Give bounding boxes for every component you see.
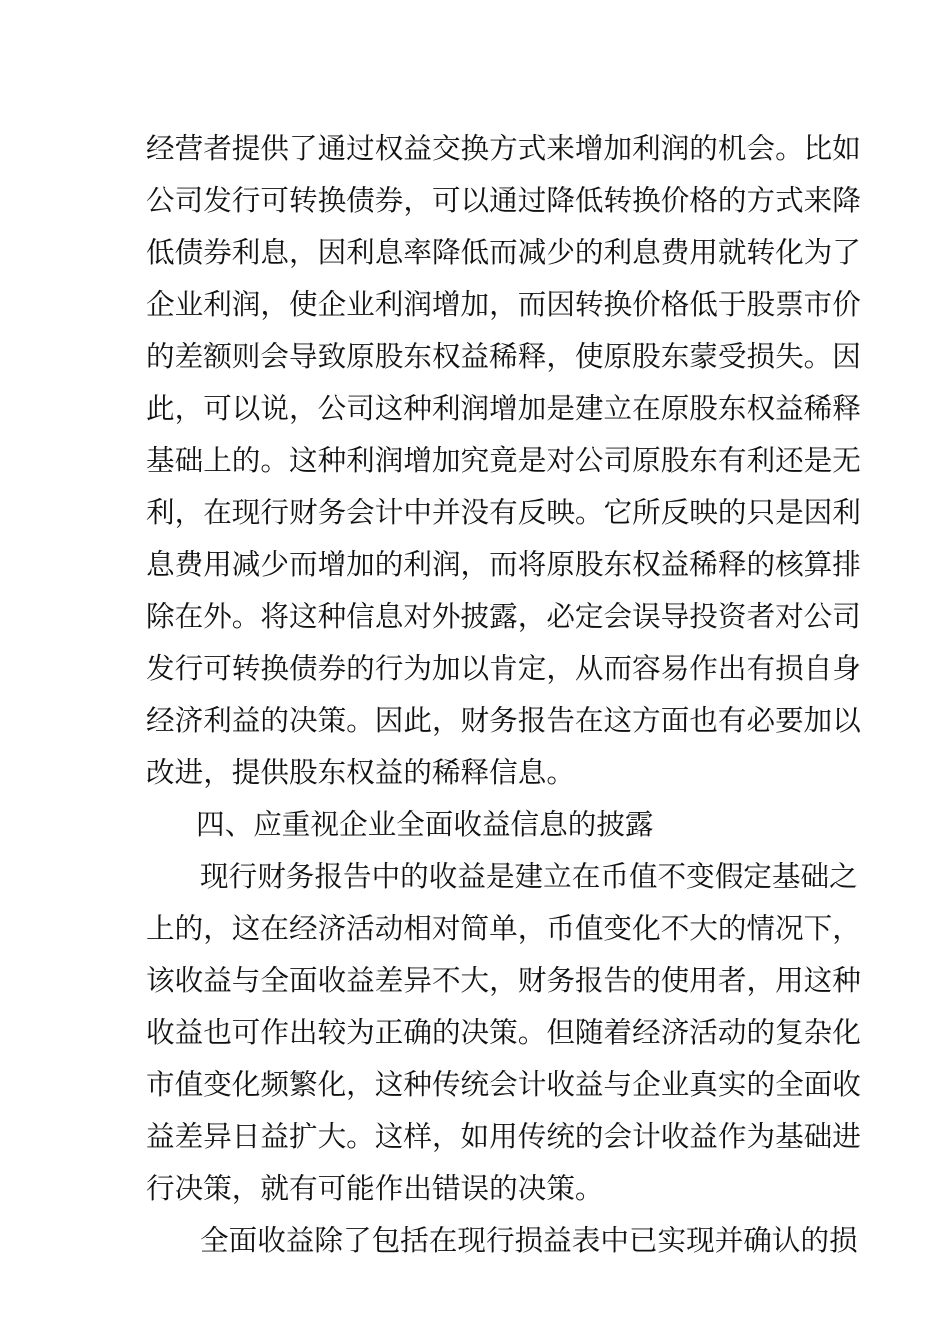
text-line: 利，在现行财务会计中并没有反映。它所反映的只是因利 (146, 495, 861, 529)
text-line: 行决策，就有可能作出错误的决策。 (146, 1171, 604, 1205)
text-line: 企业利润，使企业利润增加，而因转换价格低于股票市价 (146, 287, 861, 321)
text-line: 收益也可作出较为正确的决策。但随着经济活动的复杂化 (146, 1015, 861, 1049)
text-line: 市值变化频繁化，这种传统会计收益与企业真实的全面收 (146, 1067, 861, 1101)
text-line: 经济利益的决策。因此，财务报告在这方面也有必要加以 (146, 703, 861, 737)
text-line: 低债券利息，因利息率降低而减少的利息费用就转化为了 (146, 235, 861, 269)
text-line: 全面收益除了包括在现行损益表中已实现并确认的损 (200, 1223, 858, 1257)
text-line: 基础上的。这种利润增加究竟是对公司原股东有利还是无 (146, 443, 861, 477)
text-line: 该收益与全面收益差异不大，财务报告的使用者，用这种 (146, 963, 861, 997)
section-heading: 四、应重视企业全面收益信息的披露 (196, 807, 654, 841)
text-line: 经营者提供了通过权益交换方式来增加利润的机会。比如 (146, 131, 861, 165)
text-line: 益差异日益扩大。这样，如用传统的会计收益作为基础进 (146, 1119, 861, 1153)
text-line: 公司发行可转换债券，可以通过降低转换价格的方式来降 (146, 183, 861, 217)
text-line: 发行可转换债券的行为加以肯定，从而容易作出有损自身 (146, 651, 861, 685)
text-line: 上的，这在经济活动相对简单，币值变化不大的情况下， (146, 911, 861, 945)
text-line: 此，可以说，公司这种利润增加是建立在原股东权益稀释 (146, 391, 861, 425)
text-line: 除在外。将这种信息对外披露，必定会误导投资者对公司 (146, 599, 861, 633)
text-line: 息费用减少而增加的利润，而将原股东权益稀释的核算排 (146, 547, 861, 581)
text-line: 改进，提供股东权益的稀释信息。 (146, 755, 575, 789)
text-line: 现行财务报告中的收益是建立在币值不变假定基础之 (200, 859, 858, 893)
text-line: 的差额则会导致原股东权益稀释，使原股东蒙受损失。因 (146, 339, 861, 373)
